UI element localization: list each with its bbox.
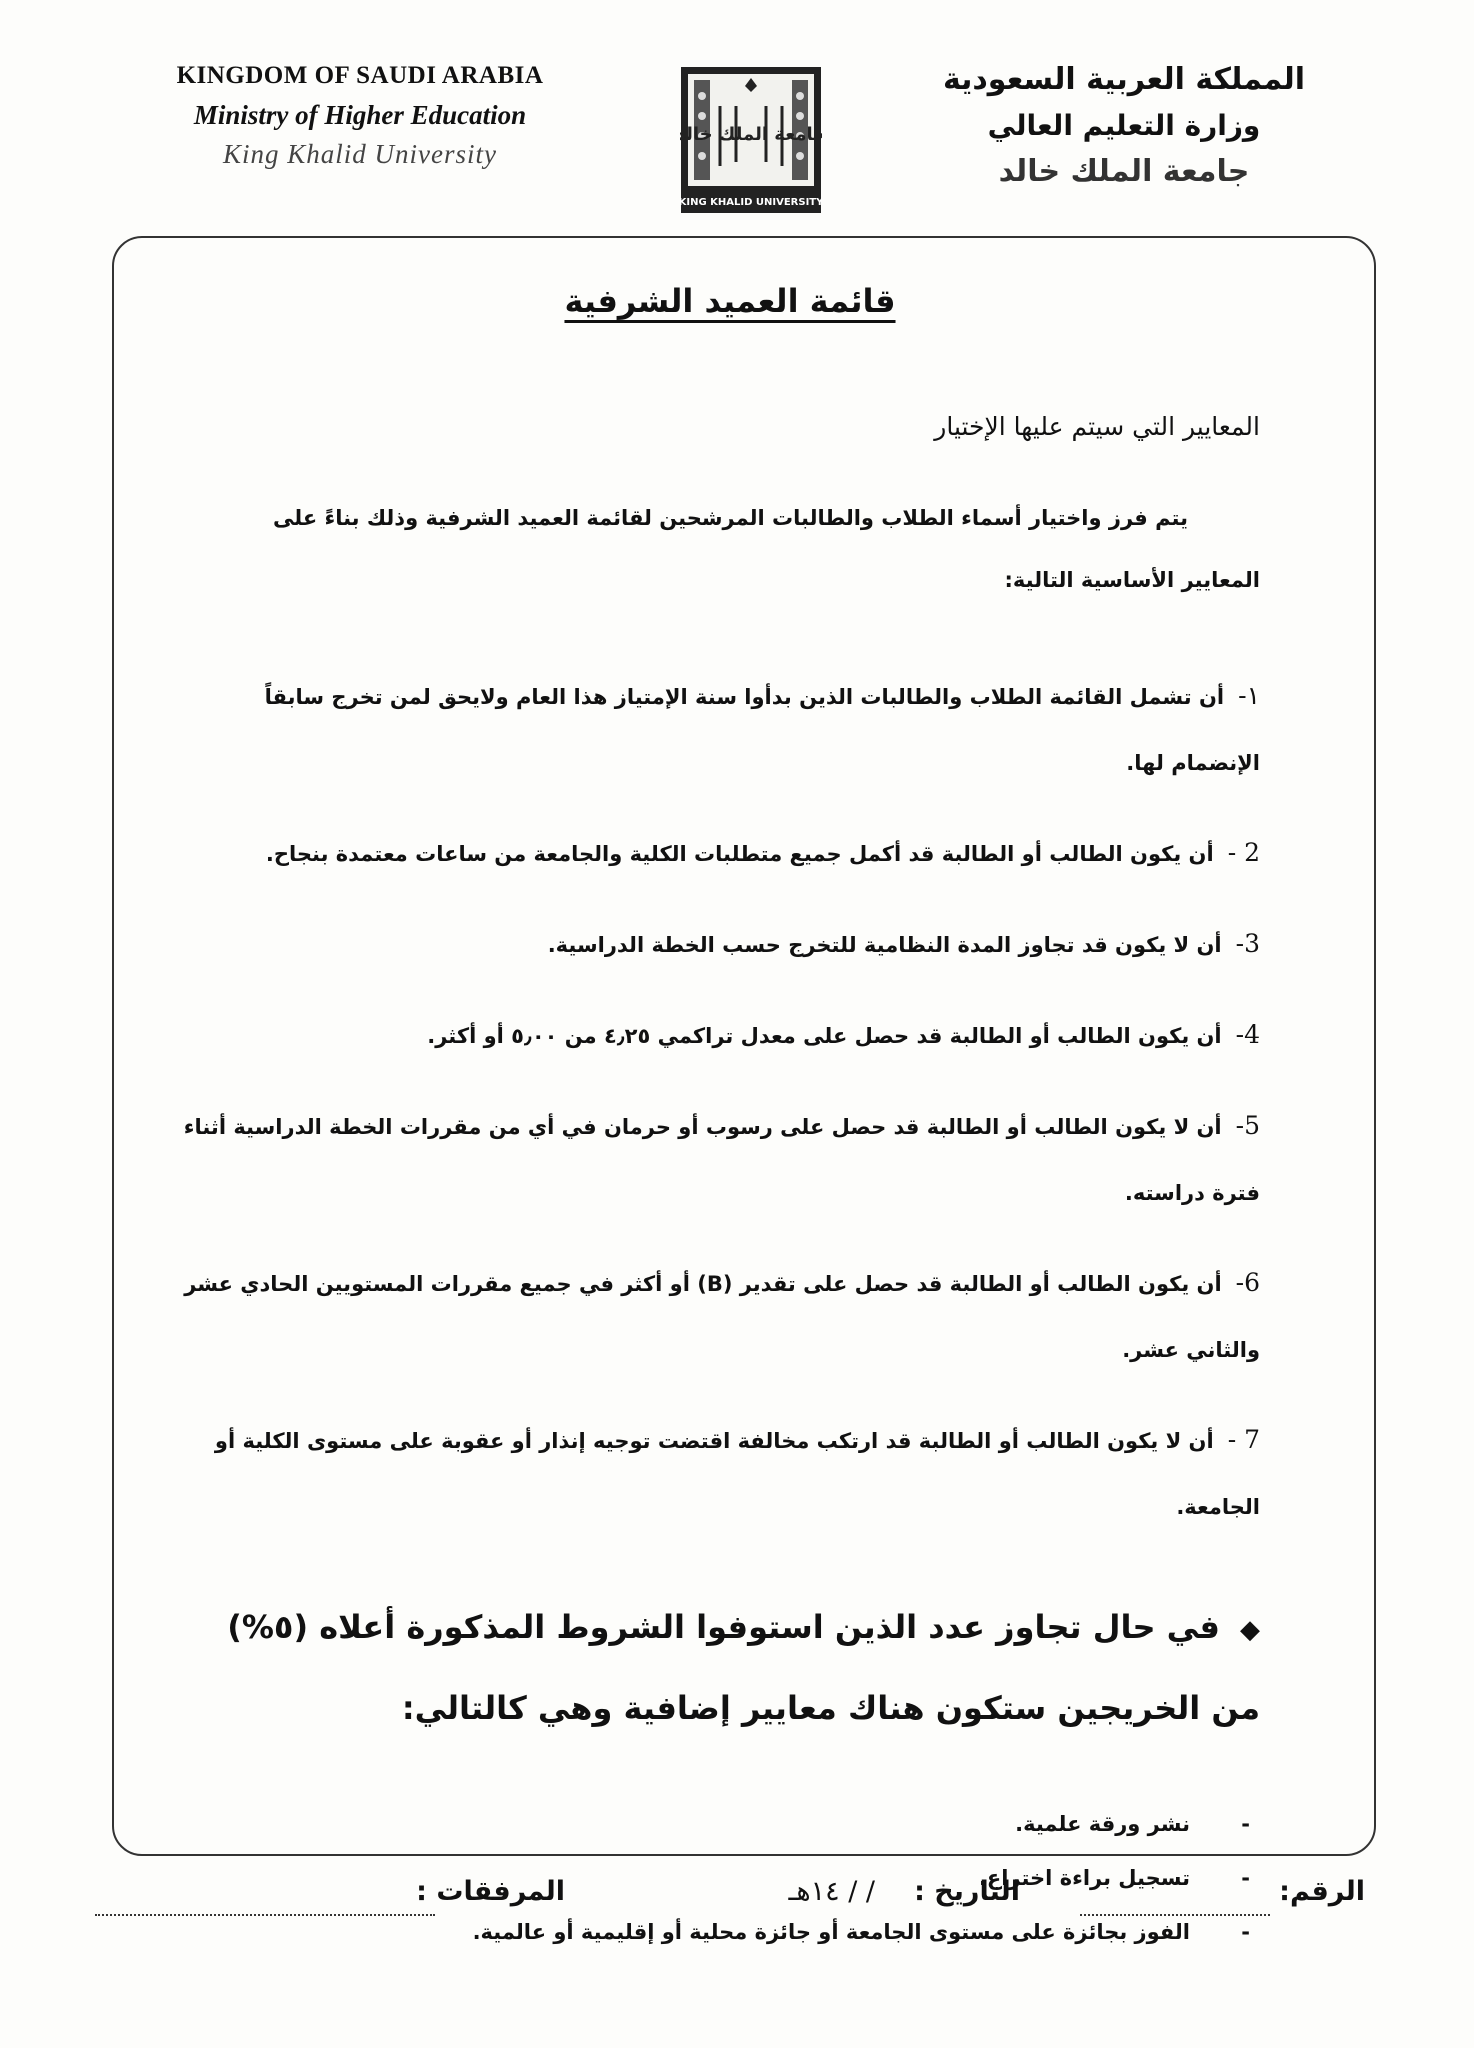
attachments-label: المرفقات : xyxy=(416,1876,565,1907)
note-text: في حال تجاوز عدد الذين استوفوا الشروط المذكورة أعلاه (٥%) من الخريجين ستكون هناك معايير إضافية وهي كالتالي: xyxy=(227,1608,1260,1727)
intro-paragraph xyxy=(170,487,1260,611)
criterion-text: أن لا يكون الطالب أو الطالبة قد حصل على رسوب أو حرمان في أي من مقررات الخطة الدراسية أثناء فترة دراسته. xyxy=(183,1115,1260,1205)
document-title: قائمة العميد الشرفية xyxy=(564,282,896,320)
university-logo xyxy=(680,66,822,214)
criterion-item xyxy=(170,1250,1260,1383)
criterion-item xyxy=(170,1093,1260,1226)
intro-line-2: المعايير الأساسية التالية: xyxy=(1004,568,1260,592)
university-name-ar: جامعة الملك خالد xyxy=(998,154,1250,189)
criterion-item xyxy=(170,1407,1260,1540)
ministry-name-ar: وزارة التعليم العالي xyxy=(987,109,1261,142)
criterion-number: 3- xyxy=(1235,929,1260,958)
extra-criterion-text: نشر ورقة علمية. xyxy=(1015,1812,1190,1836)
criterion-number: 2 - xyxy=(1227,838,1260,867)
criterion-text: أن لا يكون الطالب أو الطالبة قد ارتكب مخالفة اقتضت توجيه إنذار أو عقوبة على مستوى الكلية أو الجامعة. xyxy=(214,1429,1260,1519)
criterion-item xyxy=(170,911,1260,978)
arabic-letterhead xyxy=(934,62,1314,189)
criterion-number: 6- xyxy=(1235,1268,1260,1297)
country-name-en: KINGDOM OF SAUDI ARABIA xyxy=(176,62,544,89)
attachments-field xyxy=(95,1888,435,1916)
criterion-number: 7 - xyxy=(1227,1425,1260,1454)
criterion-item xyxy=(170,663,1260,796)
criterion-number: 5- xyxy=(1235,1111,1260,1140)
dash-bullet-icon: - xyxy=(1241,1920,1250,1944)
extra-criterion-text: الفوز بجائزة على مستوى الجامعة أو جائزة محلية أو إقليمية أو عالمية. xyxy=(472,1920,1190,1944)
extra-criterion-item xyxy=(170,1797,1260,1851)
criterion-text: أن تشمل القائمة الطلاب والطالبات الذين بدأوا سنة الإمتياز هذا العام ولايحق لمن تخرج سابقاً الإنضمام لها. xyxy=(264,685,1260,775)
criterion-item xyxy=(170,820,1260,887)
reference-number-field xyxy=(1080,1888,1270,1916)
date-value: / / ١٤هـ xyxy=(788,1876,875,1907)
criterion-text: أن لا يكون قد تجاوز المدة النظامية للتخرج حسب الخطة الدراسية. xyxy=(547,933,1222,957)
dash-bullet-icon: - xyxy=(1241,1812,1250,1836)
extra-criterion-text: تسجيل براءة اختراع. xyxy=(978,1866,1190,1890)
date-label: التاريخ : xyxy=(914,1876,1020,1907)
document-footer xyxy=(95,1876,1365,1916)
criterion-number: 4- xyxy=(1235,1020,1260,1049)
criterion-text: أن يكون الطالب أو الطالبة قد أكمل جميع متطلبات الكلية والجامعة من ساعات معتمدة بنجاح. xyxy=(265,842,1214,866)
diamond-bullet-icon: ◆ xyxy=(1240,1615,1260,1645)
country-name-ar: المملكة العربية السعودية xyxy=(942,62,1306,97)
logo-arabic-text: جامعة الملك خالد xyxy=(680,124,822,145)
document-body xyxy=(170,412,1260,1959)
university-name-en: King Khalid University xyxy=(223,139,497,169)
additional-criteria-note xyxy=(170,1588,1260,1747)
criterion-text: أن يكون الطالب أو الطالبة قد حصل على معدل تراكمي ٤٫٢٥ من ٥٫٠٠ أو أكثر. xyxy=(427,1024,1222,1048)
logo-caption: KING KHALID UNIVERSITY xyxy=(680,197,822,208)
criterion-text: أن يكون الطالب أو الطالبة قد حصل على تقدير (B) أو أكثر في جميع مقررات المستويين الحادي عشر والثاني عشر. xyxy=(184,1272,1260,1362)
criterion-item xyxy=(170,1002,1260,1069)
criterion-number: ١- xyxy=(1238,681,1260,710)
dash-bullet-icon: - xyxy=(1241,1866,1250,1890)
criteria-subtitle: المعايير التي سيتم عليها الإختيار xyxy=(934,412,1260,441)
intro-line-1: يتم فرز واختيار أسماء الطلاب والطالبات المرشحين لقائمة العميد الشرفية وذلك بناءً على xyxy=(273,506,1188,530)
ministry-name-en: Ministry of Higher Education xyxy=(193,100,527,130)
reference-number-label: الرقم: xyxy=(1279,1876,1365,1907)
english-letterhead xyxy=(130,62,590,170)
